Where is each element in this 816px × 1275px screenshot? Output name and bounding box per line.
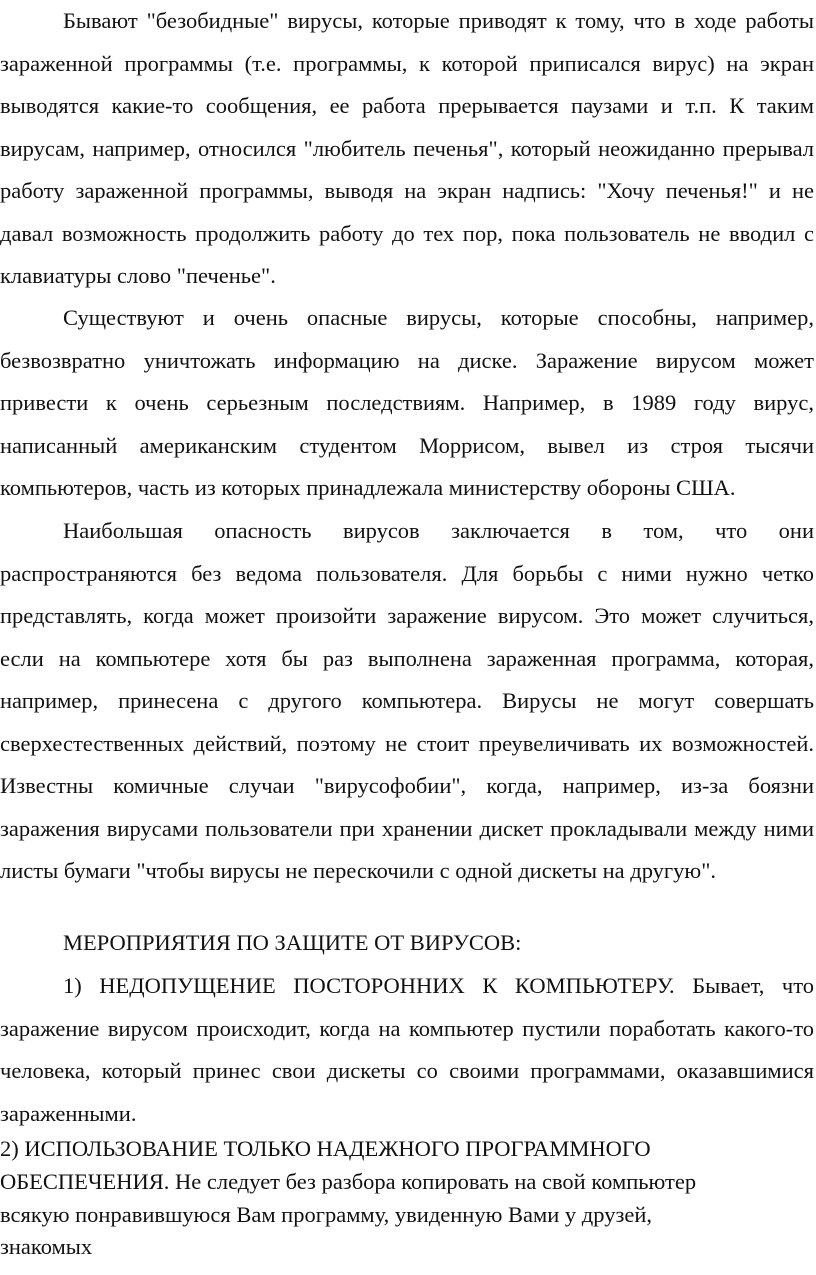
paragraph-harmless-viruses: Бывают "безобидные" вирусы, которые приводят к тому, что в ходе работы зараженной программы (т.е. программы, к которой приписался вирус) на экран выводятся какие-то сообщения, ее работа прерывается паузами и т.п. К таким вирусам, например, относился "любитель печенья", который неожиданно прерывал работу зараженной программы, выводя на экран надпись: "Хочу печенья!" и не давал возможность продолжить работу до тех пор, пока пользователь не вводил с клавиатуры слово "печенье". xyxy=(0,8,814,288)
list-item-reliable-software-line-1: 2) ИСПОЛЬЗОВАНИЕ ТОЛЬКО НАДЕЖНОГО ПРОГРАММНОГО xyxy=(0,1136,651,1161)
paragraph-virus-danger: Наибольшая опасность вирусов заключается в том, что они распространяются без ведома пользователя. Для борьбы с ними нужно четко представлять, когда может произойти заражение вирусом. Это может случиться, если на компьютере хотя бы раз выполнена зараженная программа, которая, например, принесена с другого компьютера. Вирусы не могут совершать сверхестественных действий, поэтому не стоит преувеличивать их возможностей. Известны комичные случаи "вирусофобии", когда, например, из-за боязни заражения вирусами пользователи при хранении дискет прокладывали между ними листы бумаги "чтобы вирусы не перескочили с одной дискеты на другую". xyxy=(0,518,814,883)
list-item-reliable-software-line-3: всякую понравившуюся Вам программу, увиденную Вами у друзей, xyxy=(0,1202,652,1227)
section-heading: МЕРОПРИЯТИЯ ПО ЗАЩИТЕ ОТ ВИРУСОВ: xyxy=(63,930,522,955)
paragraph-dangerous-viruses: Существуют и очень опасные вирусы, которые способны, например, безвозвратно уничтожать информацию на диске. Заражение вирусом может привести к очень серьезным последствиям. Например, в 1989 году вирус, написанный американским студентом Моррисом, вывел из строя тысячи компьютеров, часть из которых принадлежала министерству обороны США. xyxy=(0,305,814,500)
list-item-restrict-access: 1) НЕДОПУЩЕНИЕ ПОСТОРОННИХ К КОМПЬЮТЕРУ. Бывает, что заражение вирусом происходит, когда на компьютер пустили поработать какого-то человека, который принес свои дискеты со своими программами, оказавшимися зараженными. xyxy=(0,973,814,1126)
list-item-reliable-software-line-4: знакомых xyxy=(0,1234,93,1259)
list-item-reliable-software-line-2: ОБЕСПЕЧЕНИЯ. Не следует без разбора копировать на свой компьютер xyxy=(0,1169,697,1194)
